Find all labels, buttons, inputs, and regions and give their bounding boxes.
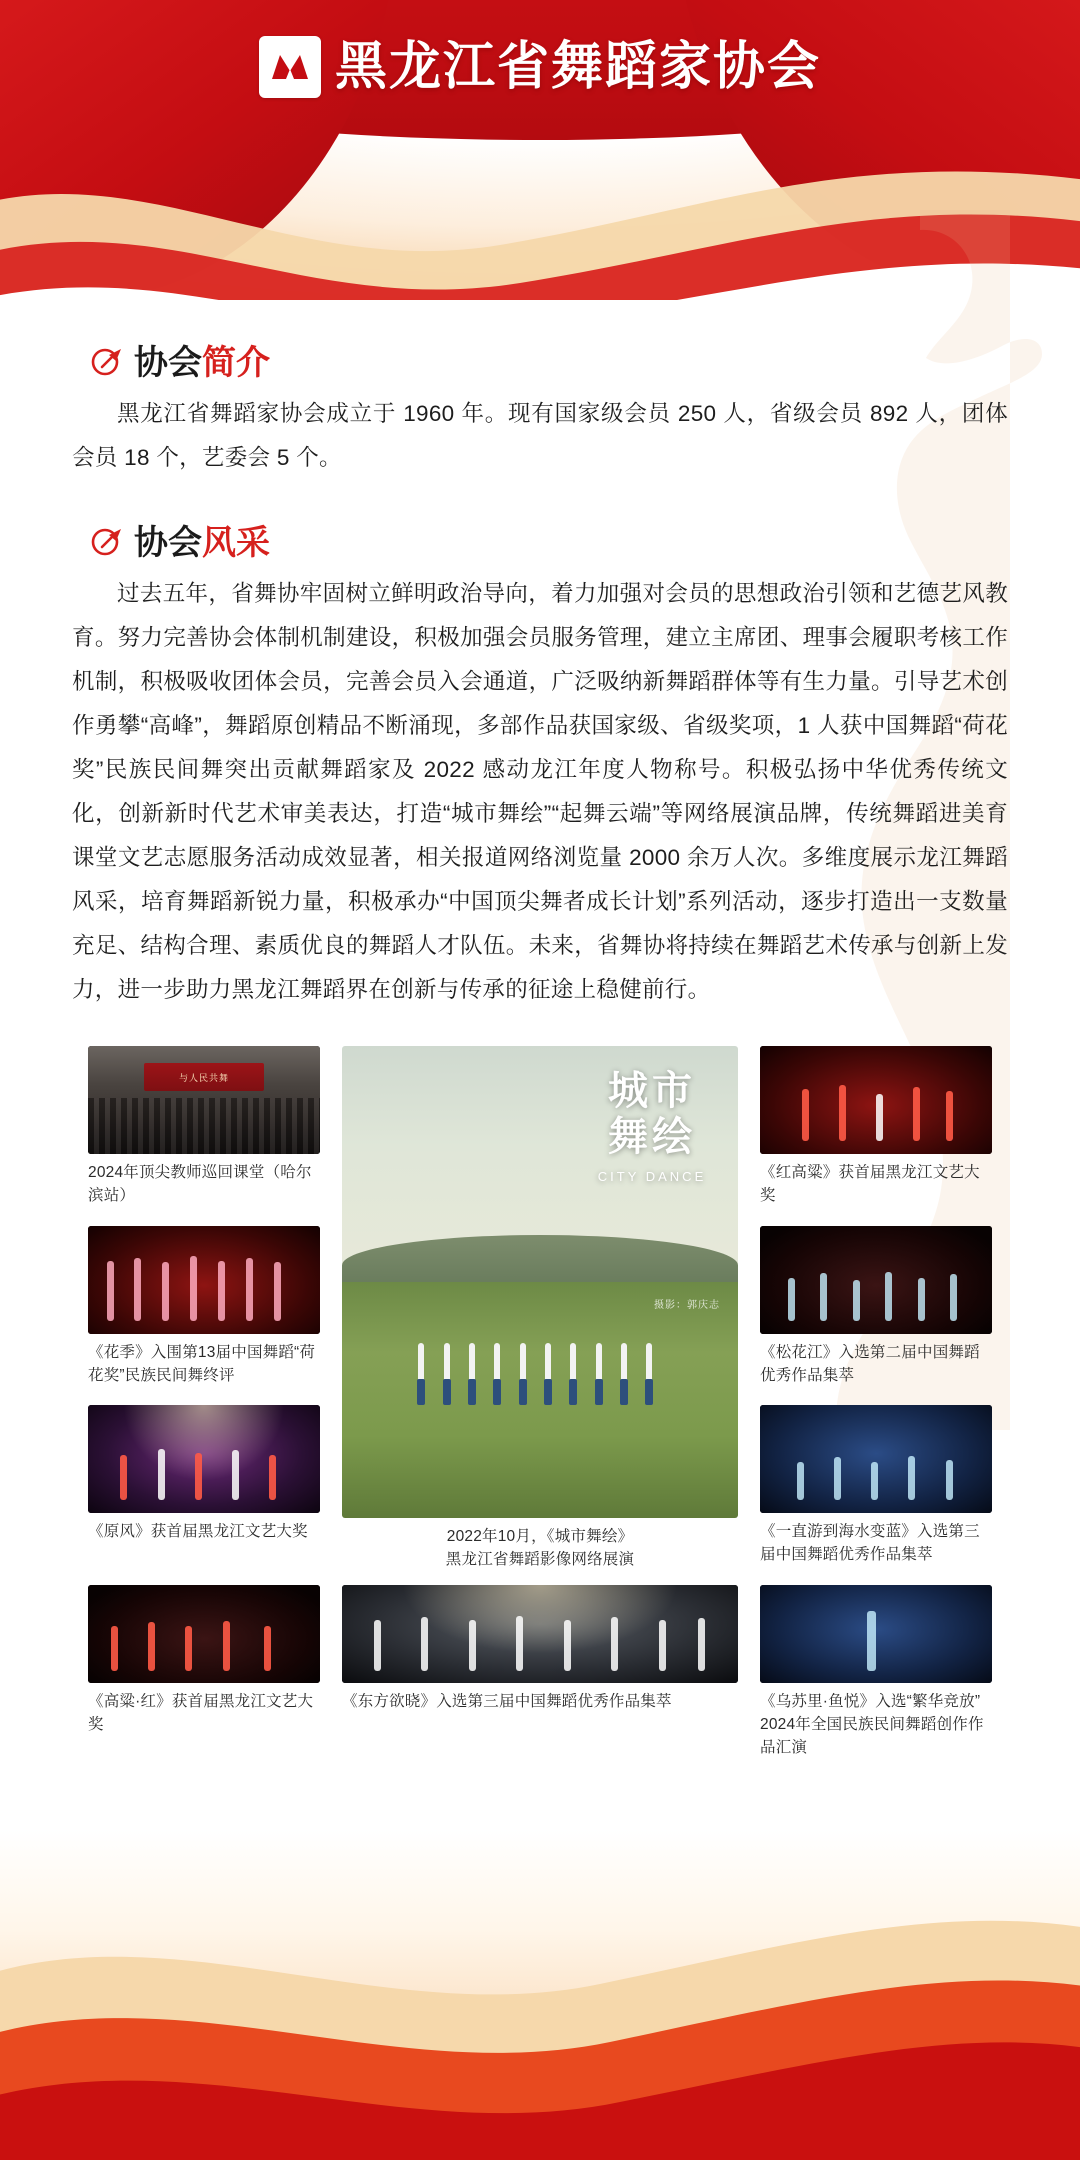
gallery-item-right-2[interactable] [760, 1226, 992, 1392]
red-arrow-circle-icon [90, 526, 124, 560]
photo-caption-line1: 2022年10月，《城市舞绘》 [446, 1528, 634, 1545]
gallery-item-left-1[interactable] [88, 1046, 320, 1212]
hero-dancer-figures [413, 1343, 666, 1404]
gallery-item-left-2[interactable] [88, 1226, 320, 1392]
photo-dancer-figures [88, 1226, 320, 1334]
photo-thumbnail[interactable] [88, 1585, 320, 1683]
section-style-title-red: 风采 [202, 524, 270, 562]
section-intro-heading [90, 346, 1008, 380]
hero-title-en: CITY DANCE [597, 1169, 707, 1184]
photo-caption: 《红高粱》获首届黑龙江文艺大奖 [760, 1164, 980, 1204]
photo-dancer-figures [760, 1405, 992, 1513]
header-banner [0, 0, 1080, 300]
banner-wave-white [0, 196, 1080, 300]
footer-wave-red [0, 1920, 1080, 2160]
photo-thumbnail[interactable] [342, 1585, 738, 1683]
photo-dancer-figures [88, 1585, 320, 1683]
section-style-heading [90, 526, 1008, 560]
hero-photo-credit: 摄影：郭庆志 [654, 1300, 720, 1311]
photo-caption: 《乌苏里·鱼悦》入选“繁华竞放”2024年全国民族民间舞蹈创作作品汇演 [760, 1693, 984, 1756]
photo-dancer-figures [760, 1046, 992, 1154]
gallery-item-left-3[interactable] [88, 1405, 320, 1571]
gallery-grid [88, 1046, 992, 1759]
photo-caption: 《高粱·红》获首届黑龙江文艺大奖 [88, 1693, 314, 1733]
photo-thumbnail[interactable] [88, 1405, 320, 1513]
photo-thumbnail[interactable] [760, 1405, 992, 1513]
document-content [0, 300, 1080, 1759]
photo-stage-banner [144, 1063, 265, 1091]
photo-thumbnail[interactable] [88, 1226, 320, 1334]
w-mountain-logo-icon [259, 36, 321, 98]
photo-caption: 《原风》获首届黑龙江文艺大奖 [88, 1523, 308, 1541]
photo-thumbnail-hero[interactable] [342, 1046, 738, 1518]
photo-caption: 《一直游到海水变蓝》入选第三届中国舞蹈优秀作品集萃 [760, 1523, 980, 1564]
section-intro [0, 346, 1080, 480]
gallery-item-bottom-right[interactable] [760, 1585, 992, 1759]
section-intro-title-red: 简介 [202, 344, 270, 382]
gallery-item-center[interactable] [342, 1046, 738, 1571]
gallery-item-bottom-center[interactable] [342, 1585, 738, 1759]
hero-title-cn: 城市舞绘 [608, 1069, 696, 1159]
photo-dancer-figures [88, 1405, 320, 1513]
photo-thumbnail[interactable] [760, 1226, 992, 1334]
gallery-item-right-1[interactable] [760, 1046, 992, 1212]
gallery-item-bottom-left[interactable] [88, 1585, 320, 1759]
photo-caption-line2: 黑龙江省舞蹈影像网络展演 [445, 1551, 635, 1568]
section-intro-body: 黑龙江省舞蹈家协会成立于 1960 年。现有国家级会员 250 人，省级会员 892 人，团体会员 18 个，艺委会 5 个。 [72, 401, 1008, 470]
photo-dancer-figures [760, 1226, 992, 1334]
section-style-title-black: 协会 [134, 524, 202, 562]
section-style-title [134, 526, 270, 560]
photo-dancer-figures [760, 1585, 992, 1683]
photo-caption: 《松花江》入选第二届中国舞蹈优秀作品集萃 [760, 1343, 980, 1384]
photo-dancer-figures [342, 1585, 738, 1683]
photo-caption-hero [342, 1525, 738, 1571]
photo-thumbnail[interactable] [760, 1585, 992, 1683]
page-title: 黑龙江省舞蹈家协会 [334, 38, 821, 96]
gallery-item-right-3[interactable] [760, 1405, 992, 1571]
section-style-body: 过去五年，省舞协牢固树立鲜明政治导向，着力加强对会员的思想政治引领和艺德艺风教育。努力完善协会体制机制建设，积极加强会员服务管理，建立主席团、理事会履职考核工作机制，积极吸收团体会员，完善会员入会通道，广泛吸纳新舞蹈群体等有生力量。引导艺术创作勇攀“高峰”，舞蹈原创精品不断涌现，多部作品获国家级、省级奖项，1 人获中国舞蹈“荷花奖”民族民间舞突出贡献舞蹈家及 2022 感动龙江年度人物称号。积极弘扬中华优秀传统文化，创新新时代艺术审美表达，打造“城市舞绘”“起舞云端”等网络展演品牌，传统舞蹈进美育课堂文艺志愿服务活动成效显著，相关报道网络浏览量 2000 余万人次。多维度展示龙江舞蹈风采，培育舞蹈新锐力量，积极承办“中国顶尖舞者成长计划”系列活动，逐步打造出一支数量充足、结构合理、素质优良的舞蹈人才队伍。未来，省舞协将持续在舞蹈艺术传承与创新上发力，进一步助力黑龙江舞蹈界在创新与传承的征途上稳健前行。 [72, 581, 1008, 1002]
photo-thumbnail[interactable] [88, 1046, 320, 1154]
photo-stage-banner-text: 与人民共舞 [178, 1072, 229, 1083]
header-title-row [0, 36, 1080, 98]
footer-decoration [0, 1830, 1080, 2160]
photo-audience [88, 1098, 320, 1154]
red-arrow-circle-icon [90, 346, 124, 380]
photo-caption: 《东方欲晓》入选第三届中国舞蹈优秀作品集萃 [342, 1693, 672, 1710]
section-style [0, 526, 1080, 1012]
photo-caption: 2024年顶尖教师巡回课堂（哈尔滨站） [88, 1164, 312, 1204]
photo-gallery [0, 1046, 1080, 1759]
photo-caption: 《花季》入围第13届中国舞蹈“荷花奖”民族民间舞终评 [88, 1343, 316, 1384]
hero-overlay-title [592, 1068, 712, 1185]
section-intro-title [134, 346, 270, 380]
section-intro-title-black: 协会 [134, 344, 202, 382]
photo-thumbnail[interactable] [760, 1046, 992, 1154]
